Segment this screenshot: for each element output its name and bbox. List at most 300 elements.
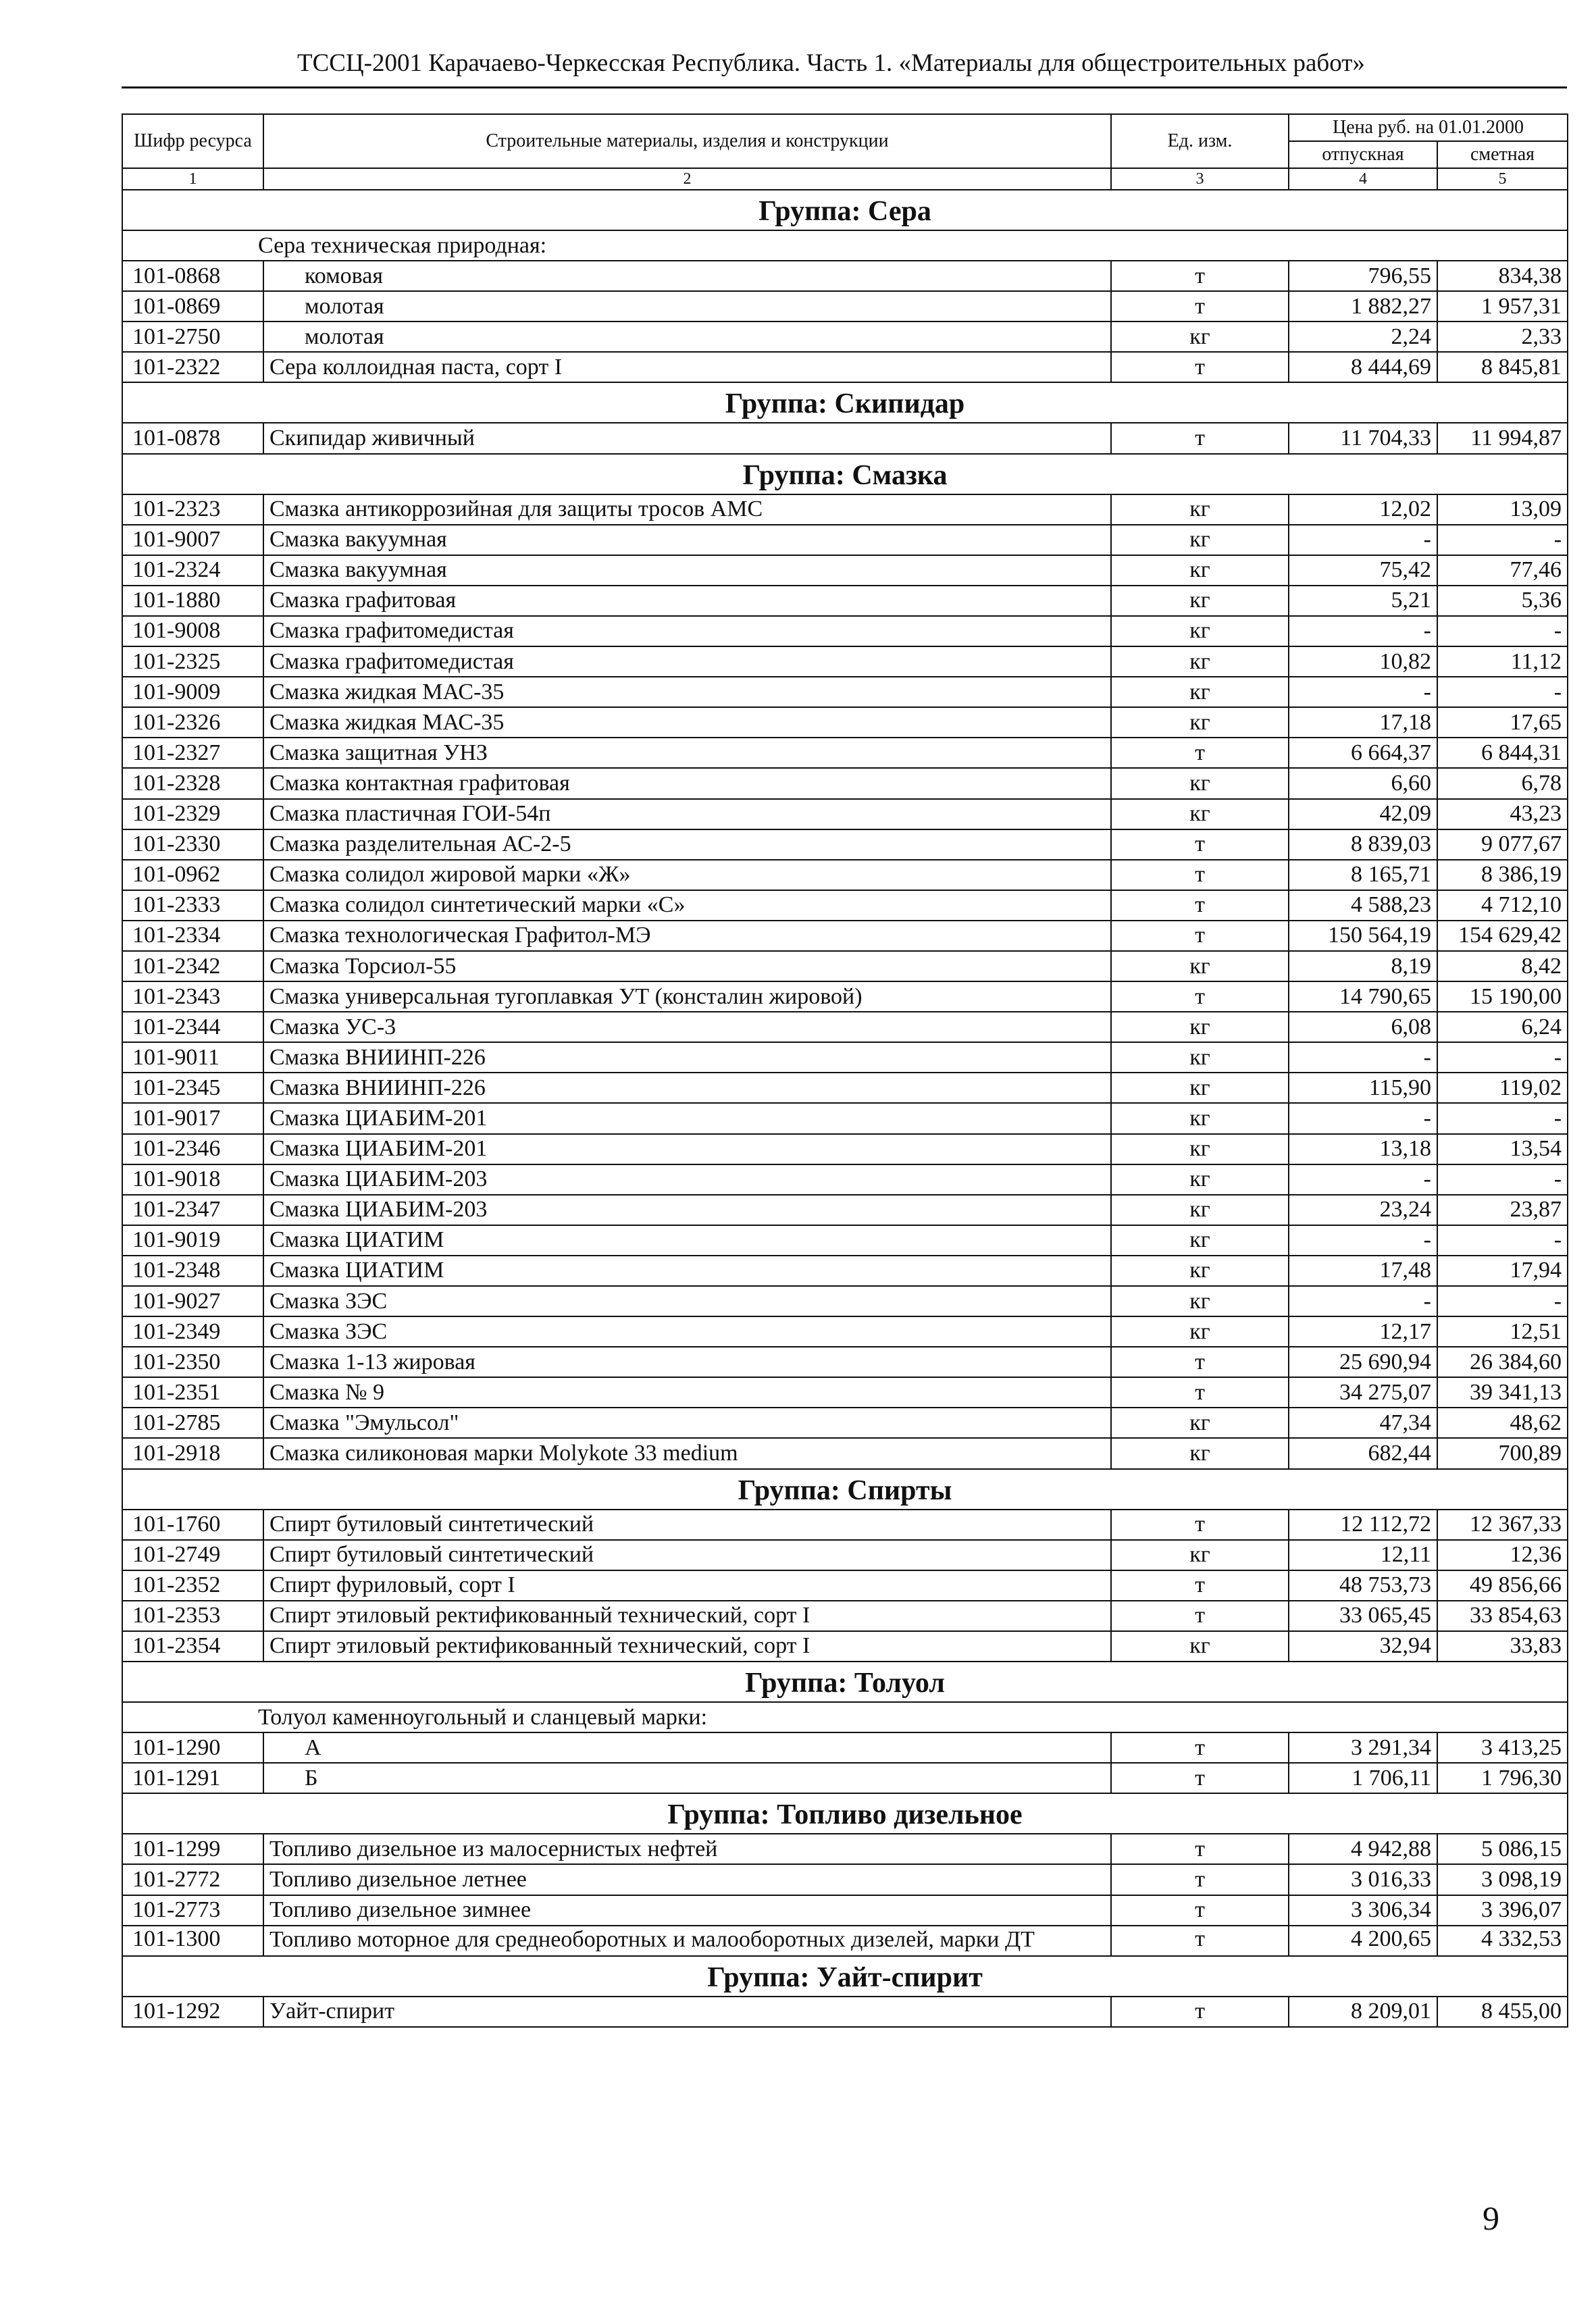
page-header: ТССЦ-2001 Карачаево-Черкесская Республика. Часть 1. «Материалы для общестроительных работ» [297, 49, 1365, 77]
table-row [122, 322, 1568, 352]
price-table [122, 113, 1568, 2028]
release-price: 42,09 [1289, 799, 1437, 829]
table-row [122, 291, 1568, 322]
release-price: 11 704,33 [1289, 423, 1437, 453]
group-subheader: Сера техническая природная: [122, 230, 1568, 261]
group-title: Группа: Топливо дизельное [122, 1793, 1568, 1834]
estimate-price: 4 712,10 [1437, 890, 1568, 921]
table-row [122, 1570, 1568, 1601]
unit-of-measure: т [1111, 981, 1289, 1012]
unit-of-measure: т [1111, 291, 1289, 322]
unit-of-measure: кг [1111, 1012, 1289, 1042]
material-name: комовая [263, 261, 1111, 291]
unit-of-measure: кг [1111, 1316, 1289, 1347]
unit-of-measure: кг [1111, 555, 1289, 586]
estimate-price: 3 098,19 [1437, 1864, 1568, 1895]
material-name: Смазка контактная графитовая [263, 768, 1111, 798]
material-name: Смазка защитная УНЗ [263, 738, 1111, 768]
release-price: 150 564,19 [1289, 921, 1437, 951]
estimate-price: 43,23 [1437, 799, 1568, 829]
estimate-price: 13,09 [1437, 494, 1568, 525]
resource-code: 101-1291 [122, 1763, 263, 1793]
unit-of-measure: т [1111, 1895, 1289, 1926]
estimate-price: 1 957,31 [1437, 291, 1568, 322]
material-name: Смазка ЦИАБИМ-201 [263, 1103, 1111, 1133]
resource-code: 101-0868 [122, 261, 263, 291]
estimate-price: 49 856,66 [1437, 1570, 1568, 1601]
table-row [122, 1164, 1568, 1195]
resource-code: 101-1290 [122, 1732, 263, 1763]
unit-of-measure: т [1111, 890, 1289, 921]
release-price: 3 016,33 [1289, 1864, 1437, 1895]
release-price: 12,11 [1289, 1540, 1437, 1570]
estimate-price: 3 396,07 [1437, 1895, 1568, 1926]
release-price: 33 065,45 [1289, 1601, 1437, 1631]
table-row [122, 738, 1568, 768]
release-price: 4 588,23 [1289, 890, 1437, 921]
material-name: Смазка ЦИАБИМ-201 [263, 1134, 1111, 1164]
release-price: 48 753,73 [1289, 1570, 1437, 1601]
estimate-price: - [1437, 525, 1568, 555]
release-price: 14 790,65 [1289, 981, 1437, 1012]
release-price: 13,18 [1289, 1134, 1437, 1164]
resource-code: 101-0869 [122, 291, 263, 322]
table-row [122, 768, 1568, 798]
table-row [122, 981, 1568, 1012]
resource-code: 101-2348 [122, 1256, 263, 1286]
estimate-price: - [1437, 1103, 1568, 1133]
col-header-estimate: сметная [1437, 141, 1568, 168]
release-price: 12 112,72 [1289, 1510, 1437, 1540]
estimate-price: 77,46 [1437, 555, 1568, 586]
estimate-price: 8 386,19 [1437, 860, 1568, 890]
table-row [122, 1347, 1568, 1377]
col-header-description: Строительные материалы, изделия и конструкции [263, 114, 1111, 168]
estimate-price: 33 854,63 [1437, 1601, 1568, 1631]
estimate-price: 834,38 [1437, 261, 1568, 291]
unit-of-measure: т [1111, 1510, 1289, 1540]
resource-code: 101-2342 [122, 951, 263, 981]
material-name: Смазка графитомедистая [263, 616, 1111, 646]
material-name: Смазка силиконовая марки Molykote 33 medium [263, 1438, 1111, 1468]
release-price: 682,44 [1289, 1438, 1437, 1468]
table-row [122, 1073, 1568, 1103]
table-row [122, 1286, 1568, 1316]
release-price: - [1289, 616, 1437, 646]
table-row [122, 890, 1568, 921]
resource-code: 101-2351 [122, 1377, 263, 1408]
release-price: 47,34 [1289, 1408, 1437, 1438]
release-price: 4 942,88 [1289, 1834, 1437, 1864]
table-row [122, 1256, 1568, 1286]
unit-of-measure: кг [1111, 951, 1289, 981]
unit-of-measure: т [1111, 261, 1289, 291]
material-name: Смазка пластичная ГОИ-54п [263, 799, 1111, 829]
resource-code: 101-1292 [122, 1997, 263, 2027]
release-price: 2,24 [1289, 322, 1437, 352]
table-row [122, 494, 1568, 525]
resource-code: 101-9009 [122, 677, 263, 707]
release-price: 8 839,03 [1289, 829, 1437, 860]
table-row [122, 1134, 1568, 1164]
unit-of-measure: кг [1111, 1134, 1289, 1164]
material-name: Скипидар живичный [263, 423, 1111, 453]
unit-of-measure: кг [1111, 707, 1289, 738]
unit-of-measure: кг [1111, 1103, 1289, 1133]
resource-code: 101-2750 [122, 322, 263, 352]
table-row [122, 799, 1568, 829]
table-row [122, 1895, 1568, 1926]
table-row [122, 1042, 1568, 1073]
table-row [122, 1864, 1568, 1895]
estimate-price: 3 413,25 [1437, 1732, 1568, 1763]
table-row [122, 1408, 1568, 1438]
release-price: 8 209,01 [1289, 1997, 1437, 2027]
resource-code: 101-2772 [122, 1864, 263, 1895]
table-row [122, 951, 1568, 981]
resource-code: 101-2323 [122, 494, 263, 525]
table-row [122, 555, 1568, 586]
resource-code: 101-9019 [122, 1225, 263, 1256]
table-row [122, 1377, 1568, 1408]
unit-of-measure: кг [1111, 494, 1289, 525]
resource-code: 101-2918 [122, 1438, 263, 1468]
material-name: Смазка ЗЭС [263, 1286, 1111, 1316]
release-price: 75,42 [1289, 555, 1437, 586]
resource-code: 101-9018 [122, 1164, 263, 1195]
estimate-price: 2,33 [1437, 322, 1568, 352]
material-name: Уайт-спирит [263, 1997, 1111, 2027]
table-row [122, 1631, 1568, 1662]
group-subheader: Толуол каменноугольный и сланцевый марки: [122, 1702, 1568, 1732]
unit-of-measure: кг [1111, 525, 1289, 555]
estimate-price: - [1437, 1164, 1568, 1195]
group-title-row [122, 1793, 1568, 1834]
resource-code: 101-2329 [122, 799, 263, 829]
unit-of-measure: т [1111, 1864, 1289, 1895]
material-name: Смазка вакуумная [263, 525, 1111, 555]
release-price: - [1289, 1225, 1437, 1256]
table-row [122, 1012, 1568, 1042]
resource-code: 101-1299 [122, 1834, 263, 1864]
resource-code: 101-2344 [122, 1012, 263, 1042]
unit-of-measure: кг [1111, 1042, 1289, 1073]
material-name: Топливо дизельное из малосернистых нефтей [263, 1834, 1111, 1864]
table-row [122, 1225, 1568, 1256]
group-title-row [122, 1662, 1568, 1702]
material-name: Смазка "Эмульсол" [263, 1408, 1111, 1438]
material-name: Спирт этиловый ректификованный технический, сорт I [263, 1631, 1111, 1662]
column-number-row [122, 168, 1568, 190]
unit-of-measure: кг [1111, 1631, 1289, 1662]
unit-of-measure: т [1111, 738, 1289, 768]
col-header-code: Шифр ресурса [122, 114, 263, 168]
release-price: 25 690,94 [1289, 1347, 1437, 1377]
material-name: Смазка УС-3 [263, 1012, 1111, 1042]
unit-of-measure: т [1111, 1570, 1289, 1601]
estimate-price: 8 845,81 [1437, 352, 1568, 382]
estimate-price: 12 367,33 [1437, 1510, 1568, 1540]
table-row [122, 1195, 1568, 1225]
group-subheader-row [122, 1702, 1568, 1732]
unit-of-measure: кг [1111, 768, 1289, 798]
estimate-price: 39 341,13 [1437, 1377, 1568, 1408]
release-price: - [1289, 677, 1437, 707]
table-row [122, 261, 1568, 291]
material-name: молотая [263, 291, 1111, 322]
resource-code: 101-2328 [122, 768, 263, 798]
table-row [122, 1438, 1568, 1468]
release-price: - [1289, 525, 1437, 555]
estimate-price: - [1437, 616, 1568, 646]
unit-of-measure: т [1111, 352, 1289, 382]
material-name: Смазка вакуумная [263, 555, 1111, 586]
resource-code: 101-2785 [122, 1408, 263, 1438]
resource-code: 101-2324 [122, 555, 263, 586]
release-price: - [1289, 1042, 1437, 1073]
unit-of-measure: кг [1111, 1286, 1289, 1316]
resource-code: 101-2345 [122, 1073, 263, 1103]
group-title-row [122, 382, 1568, 423]
release-price: 6 664,37 [1289, 738, 1437, 768]
unit-of-measure: т [1111, 1347, 1289, 1377]
release-price: 12,17 [1289, 1316, 1437, 1347]
group-title: Группа: Уайт-спирит [122, 1956, 1568, 1997]
material-name: А [263, 1732, 1111, 1763]
unit-of-measure: кг [1111, 799, 1289, 829]
unit-of-measure: т [1111, 1732, 1289, 1763]
resource-code: 101-2349 [122, 1316, 263, 1347]
material-name: Смазка солидол жировой марки «Ж» [263, 860, 1111, 890]
col-header-release: отпускная [1289, 141, 1437, 168]
release-price: - [1289, 1286, 1437, 1316]
group-title: Группа: Сера [122, 190, 1568, 230]
material-name: Смазка универсальная тугоплавкая УТ (консталин жировой) [263, 981, 1111, 1012]
release-price: 10,82 [1289, 646, 1437, 677]
group-title-row [122, 1469, 1568, 1510]
table-row [122, 707, 1568, 738]
table-row [122, 1540, 1568, 1570]
group-title: Группа: Спирты [122, 1469, 1568, 1510]
material-name: Смазка ЦИАТИМ [263, 1256, 1111, 1286]
resource-code: 101-9008 [122, 616, 263, 646]
release-price: - [1289, 1164, 1437, 1195]
page-number: 9 [1483, 2199, 1499, 2237]
release-price: 1 706,11 [1289, 1763, 1437, 1793]
material-name: Спирт бутиловый синтетический [263, 1540, 1111, 1570]
material-name: Смазка разделительная АС-2-5 [263, 829, 1111, 860]
resource-code: 101-2334 [122, 921, 263, 951]
estimate-price: 23,87 [1437, 1195, 1568, 1225]
release-price: 115,90 [1289, 1073, 1437, 1103]
estimate-price: 13,54 [1437, 1134, 1568, 1164]
table-row [122, 525, 1568, 555]
unit-of-measure: т [1111, 1926, 1289, 1956]
table-row [122, 1732, 1568, 1763]
release-price: 6,08 [1289, 1012, 1437, 1042]
unit-of-measure: кг [1111, 1225, 1289, 1256]
group-subheader-row [122, 230, 1568, 261]
material-name: Смазка ЦИАТИМ [263, 1225, 1111, 1256]
estimate-price: 8,42 [1437, 951, 1568, 981]
estimate-price: 12,36 [1437, 1540, 1568, 1570]
resource-code: 101-2325 [122, 646, 263, 677]
table-row [122, 860, 1568, 890]
material-name: Спирт бутиловый синтетический [263, 1510, 1111, 1540]
header-rule [122, 86, 1567, 88]
unit-of-measure: т [1111, 921, 1289, 951]
resource-code: 101-2749 [122, 1540, 263, 1570]
resource-code: 101-2326 [122, 707, 263, 738]
material-name: молотая [263, 322, 1111, 352]
release-price: 8 165,71 [1289, 860, 1437, 890]
unit-of-measure: кг [1111, 1073, 1289, 1103]
material-name: Смазка жидкая МАС-35 [263, 677, 1111, 707]
col-header-unit: Ед. изм. [1111, 114, 1289, 168]
material-name: Смазка ЗЭС [263, 1316, 1111, 1347]
release-price: 4 200,65 [1289, 1926, 1437, 1956]
table-row [122, 1763, 1568, 1793]
estimate-price: 700,89 [1437, 1438, 1568, 1468]
unit-of-measure: т [1111, 829, 1289, 860]
estimate-price: - [1437, 677, 1568, 707]
estimate-price: 4 332,53 [1437, 1926, 1568, 1956]
resource-code: 101-0878 [122, 423, 263, 453]
table-row [122, 1834, 1568, 1864]
material-name: Смазка солидол синтетический марки «С» [263, 890, 1111, 921]
unit-of-measure: т [1111, 1601, 1289, 1631]
estimate-price: - [1437, 1042, 1568, 1073]
unit-of-measure: кг [1111, 1540, 1289, 1570]
unit-of-measure: кг [1111, 1195, 1289, 1225]
table-row [122, 1997, 1568, 2027]
release-price: 17,18 [1289, 707, 1437, 738]
estimate-price: 6,78 [1437, 768, 1568, 798]
material-name: Смазка антикоррозийная для защиты тросов АМС [263, 494, 1111, 525]
resource-code: 101-9011 [122, 1042, 263, 1073]
table-row [122, 423, 1568, 453]
estimate-price: 12,51 [1437, 1316, 1568, 1347]
material-name: Сера коллоидная паста, сорт I [263, 352, 1111, 382]
resource-code: 101-2330 [122, 829, 263, 860]
estimate-price: 154 629,42 [1437, 921, 1568, 951]
release-price: 6,60 [1289, 768, 1437, 798]
column-number: 1 [122, 168, 263, 190]
estimate-price: 15 190,00 [1437, 981, 1568, 1012]
resource-code: 101-2346 [122, 1134, 263, 1164]
table-row [122, 646, 1568, 677]
table-header-row [122, 114, 1568, 141]
resource-code: 101-2343 [122, 981, 263, 1012]
release-price: 8 444,69 [1289, 352, 1437, 382]
resource-code: 101-2333 [122, 890, 263, 921]
release-price: 12,02 [1289, 494, 1437, 525]
material-name: Топливо моторное для среднеоборотных и малооборотных дизелей, марки ДТ [263, 1926, 1111, 1956]
resource-code: 101-2350 [122, 1347, 263, 1377]
material-name: Спирт этиловый ректификованный технический, сорт I [263, 1601, 1111, 1631]
group-title-row [122, 190, 1568, 230]
unit-of-measure: кг [1111, 646, 1289, 677]
resource-code: 101-2327 [122, 738, 263, 768]
unit-of-measure: кг [1111, 586, 1289, 616]
material-name: Спирт фуриловый, сорт I [263, 1570, 1111, 1601]
estimate-price: 5,36 [1437, 586, 1568, 616]
estimate-price: 119,02 [1437, 1073, 1568, 1103]
estimate-price: 8 455,00 [1437, 1997, 1568, 2027]
resource-code: 101-2354 [122, 1631, 263, 1662]
material-name: Топливо дизельное летнее [263, 1864, 1111, 1895]
resource-code: 101-9017 [122, 1103, 263, 1133]
resource-code: 101-2352 [122, 1570, 263, 1601]
table-row [122, 1510, 1568, 1540]
material-name: Смазка 1-13 жировая [263, 1347, 1111, 1377]
column-number: 3 [1111, 168, 1289, 190]
table-row [122, 1103, 1568, 1133]
group-title-row [122, 1956, 1568, 1997]
estimate-price: 6,24 [1437, 1012, 1568, 1042]
column-number: 4 [1289, 168, 1437, 190]
unit-of-measure: кг [1111, 1408, 1289, 1438]
group-title: Группа: Толуол [122, 1662, 1568, 1702]
estimate-price: 17,65 [1437, 707, 1568, 738]
material-name: Смазка ВНИИНП-226 [263, 1042, 1111, 1073]
material-name: Смазка графитомедистая [263, 646, 1111, 677]
material-name: Смазка ВНИИНП-226 [263, 1073, 1111, 1103]
unit-of-measure: кг [1111, 1438, 1289, 1468]
release-price: 1 882,27 [1289, 291, 1437, 322]
resource-code: 101-2322 [122, 352, 263, 382]
release-price: 32,94 [1289, 1631, 1437, 1662]
resource-code: 101-9007 [122, 525, 263, 555]
price-table-body [122, 114, 1568, 2027]
table-row [122, 1926, 1568, 1956]
estimate-price: 6 844,31 [1437, 738, 1568, 768]
release-price: 8,19 [1289, 951, 1437, 981]
estimate-price: 48,62 [1437, 1408, 1568, 1438]
estimate-price: 33,83 [1437, 1631, 1568, 1662]
unit-of-measure: т [1111, 1377, 1289, 1408]
table-row [122, 352, 1568, 382]
release-price: 23,24 [1289, 1195, 1437, 1225]
release-price: 3 306,34 [1289, 1895, 1437, 1926]
col-header-price: Цена руб. на 01.01.2000 [1289, 114, 1568, 141]
unit-of-measure: кг [1111, 1164, 1289, 1195]
material-name: Смазка № 9 [263, 1377, 1111, 1408]
table-row [122, 677, 1568, 707]
release-price: 5,21 [1289, 586, 1437, 616]
unit-of-measure: т [1111, 1834, 1289, 1864]
group-title: Группа: Скипидар [122, 382, 1568, 423]
resource-code: 101-2347 [122, 1195, 263, 1225]
unit-of-measure: т [1111, 1997, 1289, 2027]
material-name: Топливо дизельное зимнее [263, 1895, 1111, 1926]
table-row [122, 921, 1568, 951]
estimate-price: 5 086,15 [1437, 1834, 1568, 1864]
material-name: Б [263, 1763, 1111, 1793]
estimate-price: 9 077,67 [1437, 829, 1568, 860]
resource-code: 101-1880 [122, 586, 263, 616]
estimate-price: 11,12 [1437, 646, 1568, 677]
material-name: Смазка технологическая Графитол-МЭ [263, 921, 1111, 951]
table-row [122, 1316, 1568, 1347]
unit-of-measure: т [1111, 423, 1289, 453]
table-row [122, 829, 1568, 860]
estimate-price: 1 796,30 [1437, 1763, 1568, 1793]
column-number: 5 [1437, 168, 1568, 190]
release-price: 34 275,07 [1289, 1377, 1437, 1408]
unit-of-measure: кг [1111, 322, 1289, 352]
column-number: 2 [263, 168, 1111, 190]
